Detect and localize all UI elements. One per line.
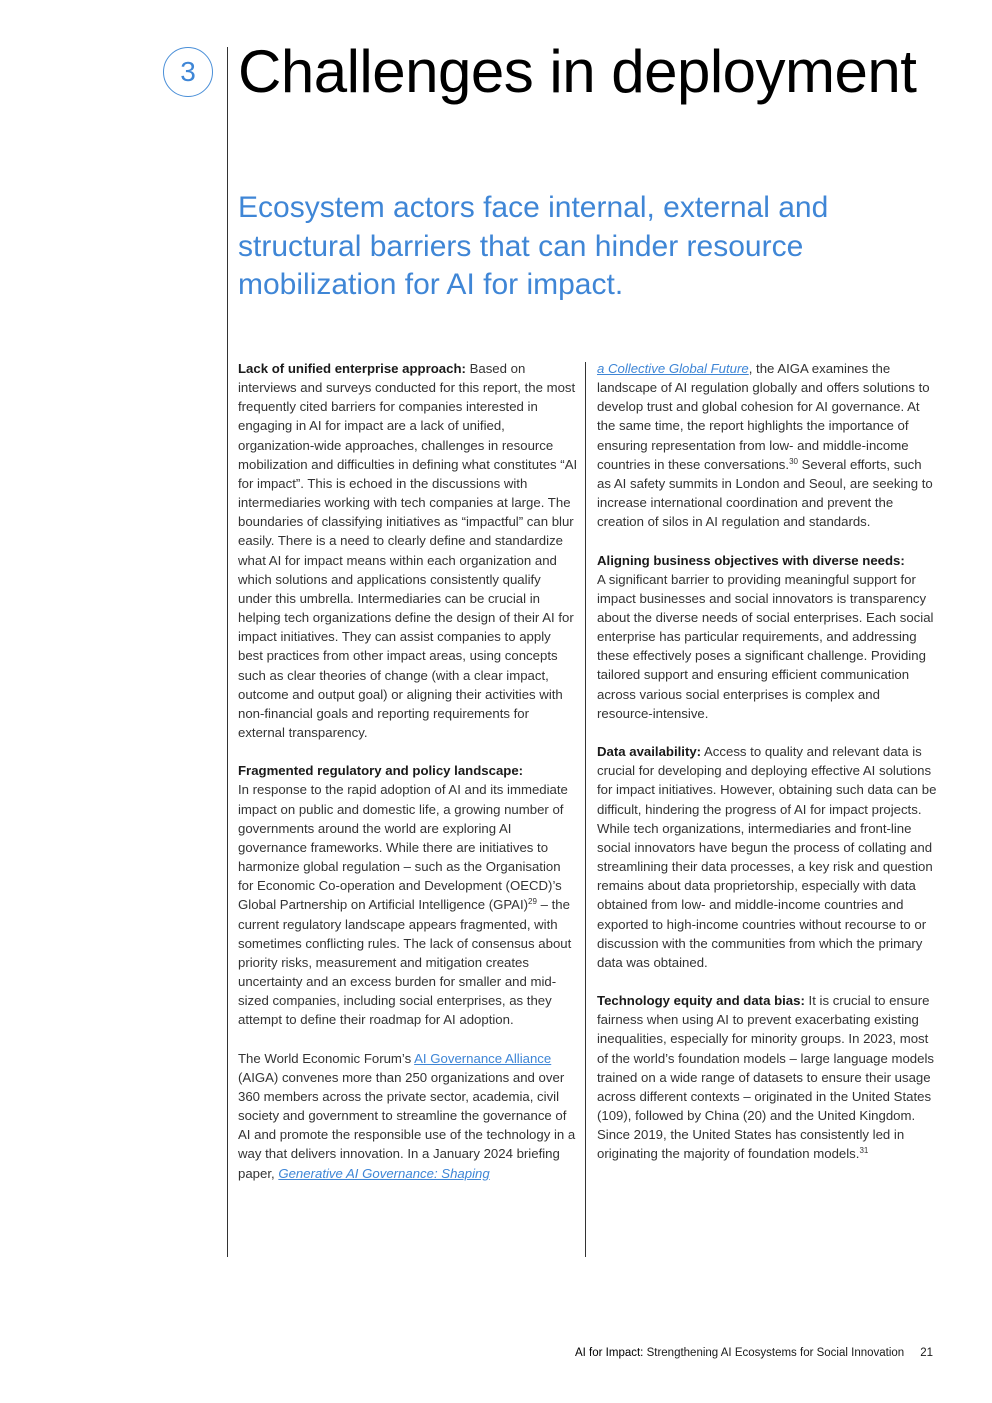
left-column xyxy=(238,359,578,1202)
paragraph-data-availability xyxy=(597,742,937,972)
chapter-number-badge: 3 xyxy=(163,47,213,97)
vertical-divider xyxy=(227,47,228,1257)
page-title: Challenges in deployment xyxy=(238,38,917,105)
page-number: 21 xyxy=(920,1347,933,1359)
paragraph-aiga-continued xyxy=(597,359,937,531)
paragraph-aiga xyxy=(238,1049,578,1183)
footer-report-title: Strengthening AI Ecosystems for Social Innovation xyxy=(643,1347,905,1359)
paragraph-text: In response to the rapid adoption of AI and its immediate impact on public and domestic life, a growing number of governments around the world are exploring AI governance frameworks. While there are initiatives to harmonize global regulation – such as the Organisation for Economic Co-operation and Development (OECD)’s Global Partnership on Artificial Intelligence (GPAI) xyxy=(238,782,568,913)
right-column xyxy=(597,359,937,1183)
briefing-paper-link-continued[interactable]: a Collective Global Future xyxy=(597,361,749,376)
paragraph-text: Based on interviews and surveys conducted for this report, the most frequently cited barriers for companies interested in engaging in AI for impact are a lack of unified, organization-wide approaches, challenges in resource mobilization and difficulties in defining what constitutes “AI for impact”. This is echoed in the discussions with intermediaries working with tech companies at large. The boundaries of classifying initiatives as “impactful” can blur easily. There is a need to clearly define and standardize what AI for impact means within each organization and which solutions and applications consistently qualify under this umbrella. Intermediaries can be crucial in helping tech organizations define the design of their AI for impact initiatives. They can assist companies to apply best practices from other impact areas, using concepts such as clear theories of change (with a clear impact, outcome and output goal) or aligning their activities with non-financial goals and reporting requirements for external transparency. xyxy=(238,361,578,740)
footnote-ref[interactable]: 31 xyxy=(859,1146,869,1156)
paragraph-text: The World Economic Forum’s xyxy=(238,1050,415,1066)
paragraph-text: Several efforts, such as AI safety summits in London and Seoul, are seeking to increase international coordination and prevent the creation of silos in AI regulation and standards. xyxy=(597,456,933,530)
paragraph-heading: Fragmented regulatory and policy landscape: xyxy=(238,763,524,779)
paragraph-text: (AIGA) convenes more than 250 organizations and over 360 members across the private sector, academia, civil society and government to streamline the governance of AI and promote the responsible use of the technology in a way that delivers innovation. In a January 2024 briefing paper, xyxy=(238,1069,576,1181)
page-footer xyxy=(575,1347,933,1359)
footer-report-name: AI for Impact: xyxy=(575,1347,644,1359)
column-divider xyxy=(585,362,586,1257)
paragraph-heading: Data availability: xyxy=(597,744,702,760)
paragraph-text: It is crucial to ensure fairness when using AI to prevent exacerbating existing inequalities, especially for minority groups. In 2023, most of the world’s foundation models – large language models trained on a wide range of datasets to ensure their usage across different contexts – originated in the United States (109), followed by China (20) and the United Kingdom. Since 2019, the United States has consistently led in originating the majority of foundation models. xyxy=(597,993,934,1162)
paragraph-technology-equity xyxy=(597,991,937,1163)
briefing-paper-link[interactable]: Generative AI Governance: Shaping xyxy=(278,1165,490,1181)
paragraph-heading: Lack of unified enterprise approach: xyxy=(238,361,466,376)
paragraph-heading: Technology equity and data bias: xyxy=(597,993,805,1009)
paragraph-text: – the current regulatory landscape appears fragmented, with sometimes conflicting rules. The lack of consensus about priority risks, measurement and mitigation creates uncertainty and an excess burden for smaller and mid-sized companies, including social enterprises, as they attempt to define their roadmap for AI adoption. xyxy=(238,897,572,1028)
paragraph-text: A significant barrier to providing meaningful support for impact businesses and social innovators is transparency about the diverse needs of social enterprises. Each social enterprise has particular requirements, and addressing these effectively poses a significant challenge. Providing tailored support and ensuring efficient communication across various social enterprises is complex and resource-intensive. xyxy=(597,571,934,721)
paragraph-heading: Aligning business objectives with diverse needs: xyxy=(597,552,905,568)
paragraph-regulatory-landscape xyxy=(238,761,578,1029)
ai-governance-alliance-link[interactable]: AI Governance Alliance xyxy=(414,1050,552,1066)
paragraph-text: , the AIGA examines the landscape of AI regulation globally and offers solutions to develop trust and global cohesion for AI governance. At the same time, the report highlights the importance of ensuring representation from low- and middle-income countries in these conversations. xyxy=(597,361,930,472)
paragraph-business-objectives xyxy=(597,551,937,723)
page-subtitle: Ecosystem actors face internal, external and structural barriers that can hinder resource mobilization for AI for impact. xyxy=(238,191,829,301)
paragraph-unified-approach xyxy=(238,359,578,742)
footnote-ref[interactable]: 30 xyxy=(789,456,798,466)
footnote-ref[interactable]: 29 xyxy=(528,897,537,907)
paragraph-text: Access to quality and relevant data is crucial for developing and deploying effective AI solutions for impact initiatives. However, obtaining such data can be difficult, hindering the progress of AI for impact projects. While tech organizations, intermediaries and front-line social innovators have begun the process of collating and streamlining their data processes, a key risk and question remains about data proprietorship, especially with data obtained from low- and middle-income countries and exported to high-income countries without recourse to or discussion with the communities from which the primary data was obtained. xyxy=(597,744,937,970)
